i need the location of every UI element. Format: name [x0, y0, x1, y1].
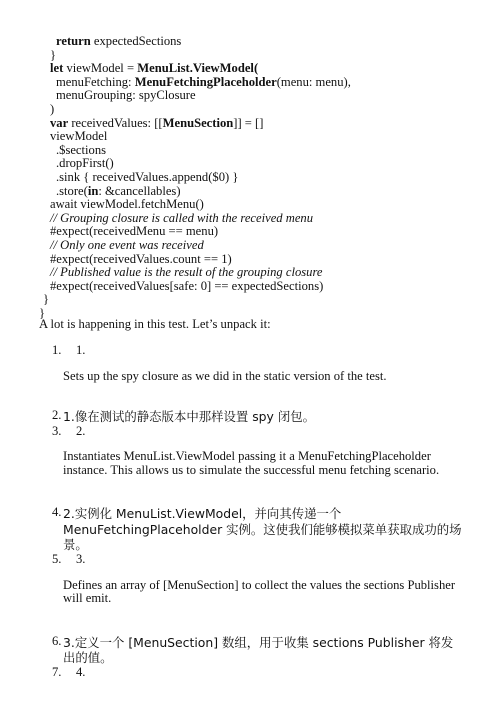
list-item-title: 4.	[76, 664, 86, 679]
list-item-translation: 2.实例化 MenuList.ViewModel，并向其传递一个 MenuFetchingPlaceholder 实例。这使我们能够模拟菜单获取成功的场景。	[63, 506, 462, 553]
code-line-expect-sections: #expect(receivedValues[safe: 0] == expectedSections)	[50, 278, 324, 293]
code-line-sink: .sink { receivedValues.append($0) }	[56, 169, 239, 184]
code-line-close-brace: }	[50, 47, 57, 62]
code-comment-grouping: // Grouping closure is called with the received menu	[50, 210, 314, 225]
code-line-menu-grouping: menuGrouping: spyClosure	[56, 88, 196, 103]
code-comment-published: // Published value is the result of the grouping closure	[50, 265, 323, 280]
list-item	[52, 425, 462, 478]
list-item-number: 1.	[52, 343, 62, 357]
list-item-translation: 3.定义一个 [MenuSection] 数组，用于收集 sections Publisher 将发出的值。	[63, 634, 454, 666]
list-item	[52, 409, 462, 425]
code-line-close-brace-outer: }	[39, 305, 46, 320]
list-item	[52, 635, 462, 666]
list-item-number: 3.	[52, 423, 62, 438]
list-item-title: 1.	[76, 343, 86, 357]
code-line-await: await viewModel.fetchMenu()	[50, 197, 204, 212]
code-line-close-paren: )	[50, 101, 55, 116]
list-item	[52, 666, 462, 680]
list-item-title: 2.	[76, 423, 86, 438]
code-block	[39, 35, 479, 320]
code-line-sections: .$sections	[56, 142, 107, 157]
code-line-dropfirst: .dropFirst()	[56, 156, 114, 171]
ordered-list	[52, 344, 462, 679]
list-item	[52, 344, 462, 383]
list-item-description: Sets up the spy closure as we did in the static version of the test.	[63, 368, 387, 383]
code-line-menu-fetching: menuFetching: MenuFetchingPlaceholder(menu: menu),	[56, 74, 351, 89]
list-item	[52, 506, 462, 553]
code-line-close-brace-inner: }	[43, 292, 50, 307]
code-line-var-received: var receivedValues: [[MenuSection]] = []	[50, 115, 264, 130]
code-line-store: .store(in: &cancellables)	[56, 183, 181, 198]
list-item-translation: 1.像在测试的静态版本中那样设置 spy 闭包。	[63, 409, 315, 425]
intro-paragraph: A lot is happening in this test. Let’s unpack it:	[39, 317, 271, 331]
list-item-title: 3.	[76, 551, 86, 566]
list-item-description: Instantiates MenuList.ViewModel passing it a MenuFetchingPlaceholder instance. This allows us to simulate the successful menu fetching scenario.	[63, 449, 440, 477]
list-item	[52, 553, 462, 606]
list-item-description: Defines an array of [MenuSection] to collect the values the sections Publisher will emit.	[63, 577, 456, 606]
list-item-number: 2.	[52, 408, 62, 423]
code-line-expect-menu: #expect(receivedMenu == menu)	[50, 224, 219, 239]
code-line-viewmodel: viewModel	[50, 129, 108, 144]
code-line-return: return expectedSections	[56, 34, 182, 48]
code-comment-one-event: // Only one event was received	[50, 237, 204, 252]
list-item-number: 7.	[52, 664, 62, 679]
code-line-let-viewmodel: let viewModel = MenuList.ViewModel(	[50, 61, 259, 76]
list-item-number: 4.	[52, 505, 62, 520]
code-line-expect-count: #expect(receivedValues.count == 1)	[50, 251, 232, 266]
list-item-number: 5.	[52, 551, 62, 566]
list-item-number: 6.	[52, 633, 62, 648]
